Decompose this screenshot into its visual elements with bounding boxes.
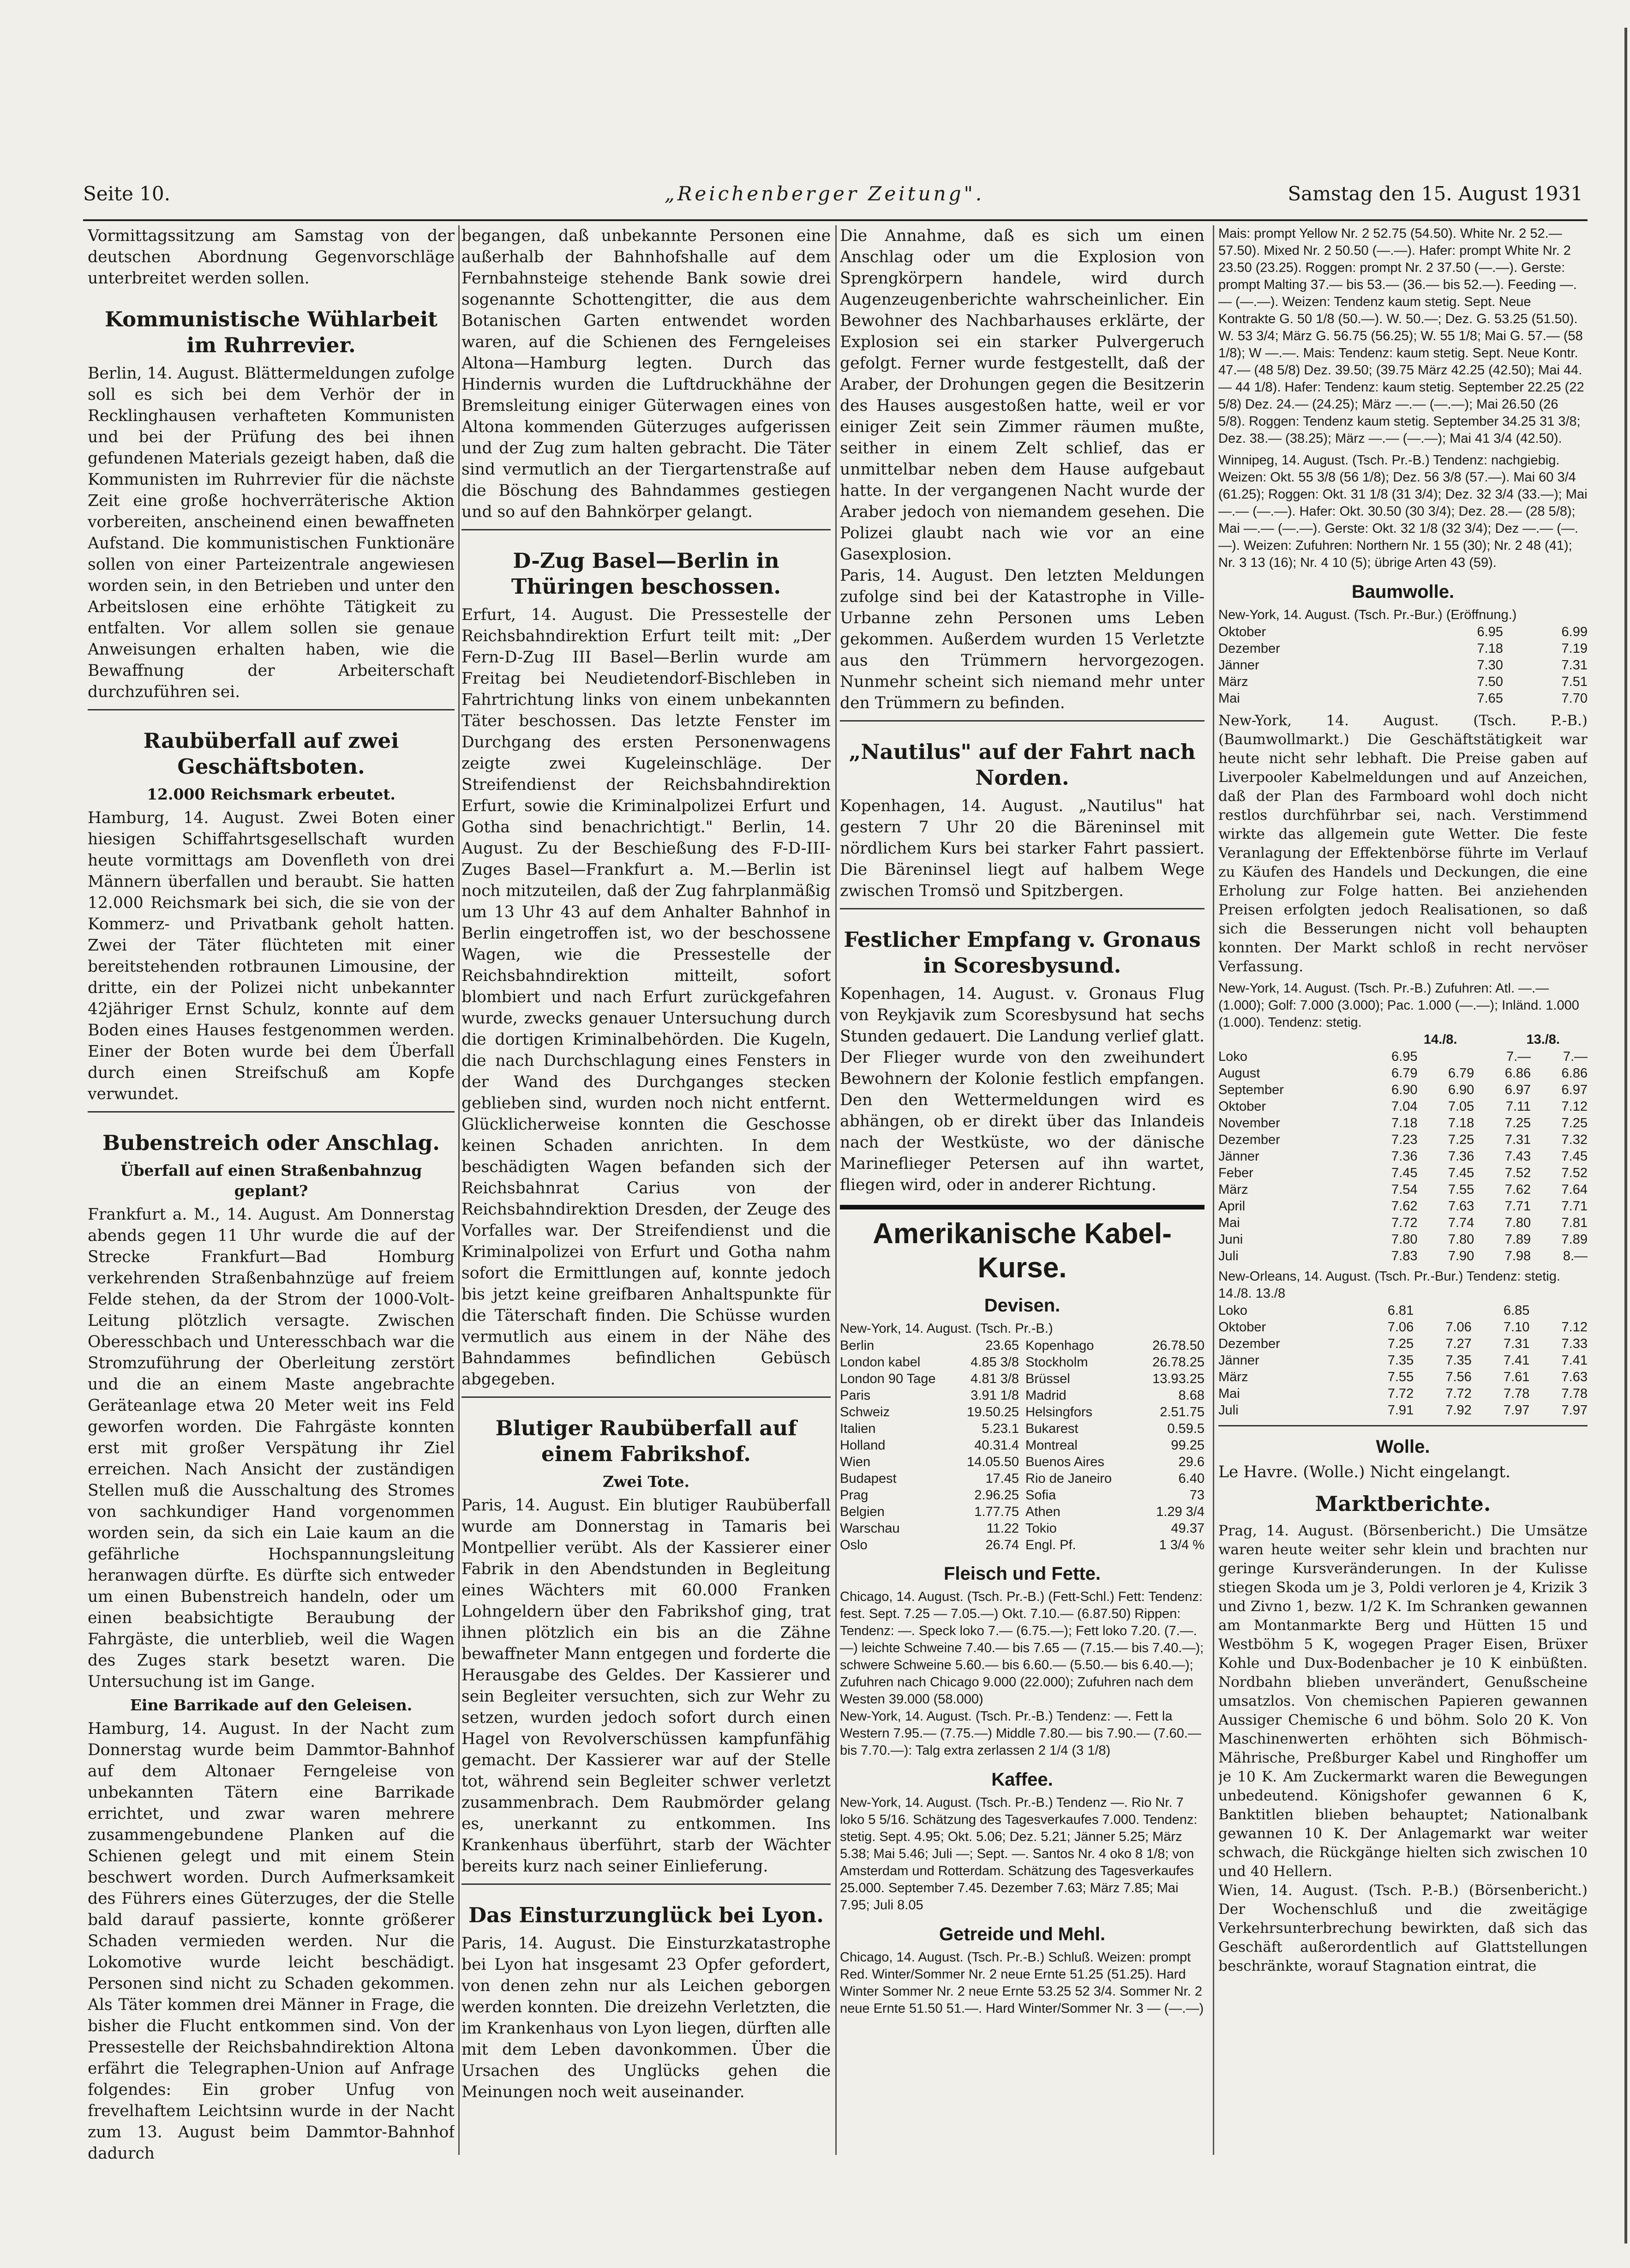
issue-date: Samstag den 15. August 1931 xyxy=(1288,182,1583,205)
row-value: 7.31 xyxy=(1561,658,1588,673)
section-kaffee: Kaffee. xyxy=(991,1769,1053,1790)
row-value: 7.63 xyxy=(1561,1370,1588,1384)
row-label: Dezember xyxy=(1218,1132,1280,1147)
row-value: 7.81 xyxy=(1561,1215,1588,1230)
baumwolle-row xyxy=(1218,674,1588,690)
baumwolle-row xyxy=(1218,1336,1588,1352)
row-label: Stockholm xyxy=(1025,1355,1088,1370)
devisen-row xyxy=(840,1404,1019,1420)
row-label: Athen xyxy=(1025,1504,1061,1519)
row-value: 6.90 xyxy=(1391,1083,1418,1097)
row-value: 7.71 xyxy=(1561,1199,1588,1214)
row-value: 7.25 xyxy=(1504,1116,1531,1131)
row-label: Sofia xyxy=(1025,1488,1056,1503)
row-value: 7.25 xyxy=(1387,1336,1414,1351)
row-value: 7.52 xyxy=(1561,1166,1588,1180)
section-getreide: Getreide und Mehl. xyxy=(939,1924,1106,1944)
row-value: 7.36 xyxy=(1448,1149,1474,1164)
article-body-barrikade: Hamburg, 14. August. In der Nacht zum Donnerstag wurde beim Dammtor-Bahnhof auf dem Altonaer Ferngeleise von unbekannten Tätern eine Barrikade errichtet, und zwar waren mehrere zusammengebundene Planken auf die Schienen gelegt und mit einem Stein beschwert worden. Durch Aufmerksamkeit des Führers eines Güterzuges, der die Stelle bald darauf passierte, konnte größerer Schaden vermieden werden. Nur die Lokomotive wurde leicht beschädigt. Personen sind nicht zu Schaden gekommen. Als Täter kommen drei Männer in Frage, die bisher die Flucht entkommen sind. Von der Pressestelle der Reichsbahndirektion Altona erfährt die Telegraphen-Union auf Anfrage folgendes: Ein grober Unfug von frevelhaftem Leichtsinn wurde in der Nacht zum 13. August beim Dammtor-Bahnhof dadurch xyxy=(88,1720,455,2163)
column-rule xyxy=(835,225,837,2155)
baumwolle-row xyxy=(1218,1352,1588,1369)
row-label: Tokio xyxy=(1025,1521,1057,1536)
row-label: März xyxy=(1218,674,1248,689)
row-value: 7.31 xyxy=(1503,1336,1530,1351)
devisen-row xyxy=(840,1520,1019,1537)
row-label: Juli xyxy=(1218,1249,1239,1263)
row-value: 7.41 xyxy=(1561,1353,1588,1368)
devisen-row xyxy=(840,1504,1019,1520)
row-value: 6.97 xyxy=(1504,1083,1531,1097)
baumwolle-row xyxy=(1218,1198,1588,1215)
row-value: 1.29 3/4 xyxy=(1156,1504,1205,1519)
article-body-raub: Hamburg, 14. August. Zwei Boten einer hiesigen Schiffahrtsgesellschaft wurden heute vormittags am Dovenfleth von drei Männern überfallen und beraubt. Sie hatten 12.000 Reichsmark bei sich, die sie von der Kommerz- und Privatbank geholt hatten. Zwei der Täter flüchteten mit einer bereitstehenden rotbraunen Limousine, der dritte, ein der Polizei nicht unbekannter 42jähriger Ernst Schulz, konnte auf dem Boden eines Hauses festgenommen werden. Einer der Boten wurde bei dem Überfall durch einen Streifschuß am Kopfe verwundet. xyxy=(88,809,455,1103)
row-value: 7.12 xyxy=(1561,1099,1588,1114)
divider xyxy=(1218,1425,1588,1426)
baumwolle-neworleans-line: New-Orleans, 14. August. (Tsch. Pr.-Bur.) Tendenz: stetig. 14./8. 13./8 xyxy=(1218,1269,1560,1301)
row-label: November xyxy=(1218,1116,1280,1131)
row-value: 3.91 1/8 xyxy=(971,1388,1019,1403)
baumwolle-row xyxy=(1218,1302,1588,1319)
col-head-14: 14./8. xyxy=(1423,1032,1457,1047)
devisen-row xyxy=(1025,1520,1205,1537)
row-label: März xyxy=(1218,1370,1248,1384)
row-value: 4.81 3/8 xyxy=(971,1372,1019,1386)
row-value: 6.99 xyxy=(1561,625,1588,639)
article-continuation: Vormittagssitzung am Samstag von der deutschen Abordnung Gegenvorschläge unterbreitet werden sollen. xyxy=(88,227,455,288)
devisen-row xyxy=(1025,1470,1205,1487)
row-label: Kopenhago xyxy=(1025,1338,1094,1353)
getreide-winnipeg: Winnipeg, 14. August. (Tsch. Pr.-B.) Tendenz: nachgiebig. Weizen: Okt. 55 3/8 (56 1/8); Dez. 56 3/8 (57.—). Mai 60 3/4 (61.25); Roggen: Okt. 31 1/8 (31 3/4); Dez. 32 3/4 (33.—); Mai —.— (—.—). Hafer: Okt. 30.50 (30 3/4); Dez. 28.— (28 5/8); Mai —.— (—.—). Gerste: Okt. 32 1/8 (32 3/4); Dez —.— (—.—). Weizen: Zufuhren: Northern Nr. 1 55 (30); Nr. 2 48 (41); Nr. 3 13 (16); Nr. 4 10 (5); übrige Arten 43 (59). xyxy=(1218,453,1588,570)
row-label: Loko xyxy=(1218,1049,1247,1064)
row-value: 7.98 xyxy=(1504,1249,1531,1263)
row-value: 40.31.4 xyxy=(974,1438,1019,1453)
devisen-row xyxy=(1025,1420,1205,1437)
baumwolle-dateline: New-York, 14. August. (Tsch. Pr.-Bur.) (Eröffnung.) xyxy=(1218,608,1517,622)
article-body-nautilus: Kopenhagen, 14. August. „Nautilus" hat gestern 7 Uhr 20 die Bäreninsel mit nördlichem Kurs bei starker Fahrt passiert. Die Bäreninsel liegt auf halbem Wege zwischen Tromsö und Spitzbergen. xyxy=(840,797,1205,900)
article-body-fabrikshof: Paris, 14. August. Ein blutiger Raubüberfall wurde am Donnerstag in Tamaris bei Montpellier verübt. Als der Kassierer einer Fabrik in den Abendstunden in Begleitung eines Wächters mit 60.000 Franken Lohngeldern über den Fabrikshof ging, trat ihnen plötzlich ein bis an die Zähne bewaffneter Mann entgegen und forderte die Herausgabe des Geldes. Der Kassierer und sein Begleiter versuchten, sich zur Wehr zu setzen, wurden jedoch sofort durch einen Hagel von Revolverschüssen kampfunfähig gemacht. Der Kassierer war auf der Stelle tot, während sein Begleiter schwer verletzt zusammenbrach. Dem Raubmörder gelang es, unerkannt zu entkommen. Ins Krankenhaus überführt, starb der Wächter bereits kurz nach seiner Einlieferung. xyxy=(461,1496,831,1876)
page-header xyxy=(83,182,1583,215)
column-2 xyxy=(461,225,831,2164)
article-body-villeurbanne: Paris, 14. August. Den letzten Meldungen zufolge sind bei der Katastrophe in Ville-Urbanne zehn Personen ums Leben gekommen. Außerdem wurden 15 Verletzte aus den Trümmern hervorgezogen. Nunmehr scheint sich niemand mehr unter den Trümmern zu befinden. xyxy=(840,566,1205,712)
marktbericht-wien: Wien, 14. August. (Tsch. P.-B.) (Börsenbericht.) Der Wochenschluß und die zweitägige Verkehrsunterbrechung bewirkten, daß sich das Geschäft außerordentlich auf Glattstellungen beschränkte, worauf Stagnation eintrat, die xyxy=(1218,1882,1588,1974)
row-label: Feber xyxy=(1218,1166,1253,1180)
row-value: 7.62 xyxy=(1504,1182,1531,1197)
devisen-row xyxy=(840,1420,1019,1437)
row-label: Budapest xyxy=(840,1471,897,1486)
row-value: 7.97 xyxy=(1503,1403,1530,1418)
row-value: 6.90 xyxy=(1448,1083,1474,1097)
row-value: 11.22 xyxy=(986,1521,1019,1536)
devisen-row xyxy=(1025,1354,1205,1371)
row-value: 7.30 xyxy=(1477,658,1503,673)
baumwolle-row xyxy=(1218,1082,1588,1098)
row-label: Dezember xyxy=(1218,1336,1280,1351)
row-value: 7.05 xyxy=(1448,1099,1474,1114)
row-label: Oktober xyxy=(1218,1099,1266,1114)
row-label: Jänner xyxy=(1218,1149,1259,1164)
column-rule xyxy=(1213,225,1214,2155)
devisen-row xyxy=(840,1454,1019,1470)
row-value: 7.25 xyxy=(1561,1116,1588,1131)
row-value: 8.— xyxy=(1563,1249,1588,1263)
row-value: 26.78.50 xyxy=(1152,1338,1205,1353)
baumwolle-row xyxy=(1218,690,1588,707)
headline-lyon: Das Einsturzunglück bei Lyon. xyxy=(468,1903,824,1927)
headline-fabrikshof: Blutiger Raubüberfall auf einem Fabrikshof. xyxy=(495,1416,797,1466)
row-value: 26.78.25 xyxy=(1152,1355,1205,1370)
row-label: London 90 Tage xyxy=(840,1372,936,1386)
row-value xyxy=(1529,1302,1588,1319)
row-value: 7.64 xyxy=(1561,1182,1588,1197)
column-1 xyxy=(88,225,455,2178)
devisen-row xyxy=(1025,1454,1205,1470)
subheadline-barrikade: Eine Barrikade auf den Geleisen. xyxy=(130,1696,413,1714)
row-value: 7.25 xyxy=(1448,1132,1474,1147)
row-value: 6.81 xyxy=(1387,1303,1414,1318)
row-value: 7.63 xyxy=(1448,1199,1474,1214)
baumwolle-row xyxy=(1218,1231,1588,1248)
header-rule xyxy=(83,219,1588,221)
row-label: London kabel xyxy=(840,1355,921,1370)
row-value: 7.43 xyxy=(1504,1149,1531,1164)
col-head-13: 13./8. xyxy=(1526,1032,1560,1047)
headline-dzug: D-Zug Basel—Berlin in Thüringen beschossen. xyxy=(511,548,781,599)
divider xyxy=(461,1396,831,1398)
row-value: 6.79 xyxy=(1391,1066,1418,1081)
devisen-dateline: New-York, 14. August. (Tsch. Pr.-B.) xyxy=(840,1321,1053,1336)
wolle-text: Le Havre. (Wolle.) Nicht eingelangt. xyxy=(1218,1463,1511,1481)
row-value: 99.25 xyxy=(1171,1438,1205,1453)
devisen-tables xyxy=(840,1337,1205,1553)
row-value: 23.65 xyxy=(985,1338,1019,1353)
row-value: 7.62 xyxy=(1391,1199,1418,1214)
devisen-row xyxy=(1025,1487,1205,1504)
row-value: 7.18 xyxy=(1477,641,1503,656)
row-value: 19.50.25 xyxy=(967,1405,1019,1420)
row-value: 7.50 xyxy=(1477,674,1503,689)
row-label: Schweiz xyxy=(840,1405,890,1420)
row-label: Bukarest xyxy=(1025,1421,1079,1436)
devisen-row xyxy=(1025,1404,1205,1420)
row-value: 6.95 xyxy=(1477,625,1503,639)
row-label: Mai xyxy=(1218,1215,1240,1230)
row-value: 6.86 xyxy=(1561,1066,1588,1081)
devisen-table-left xyxy=(840,1337,1019,1553)
row-value: 7.45 xyxy=(1448,1166,1474,1180)
row-value: 17.45 xyxy=(985,1471,1019,1486)
baumwolle-row xyxy=(1218,657,1588,674)
row-label: Buenos Aires xyxy=(1025,1455,1104,1469)
divider xyxy=(461,529,831,530)
devisen-table-right xyxy=(1025,1337,1205,1553)
row-value: 29.6 xyxy=(1178,1455,1205,1469)
row-label: Berlin xyxy=(840,1338,875,1353)
baumwolle-row xyxy=(1218,1181,1588,1198)
article-body-explosion: Die Annahme, daß es sich um einen Anschlag oder um die Explosion von Sprengkörpern handele, wird durch Augenzeugenberichte wahrscheinlicher. Ein Bewohner des Nachbarhauses erklärte, der Explosion sei ein starker Pulvergeruch gefolgt. Ferner wurde festgestellt, daß der Araber, der Drohungen gegen die Besitzerin des Hauses ausgestoßen hatte, weil er vor einiger Zeit sein Zimmer räumen mußte, seither in einem Zelt schlief, das er unmittelbar neben dem Hause aufgebaut hatte. In der vergangenen Nacht wurde der Araber jedoch von niemandem gesehen. Die Polizei glaubt nach wie vor an eine Gasexplosion. xyxy=(840,227,1205,564)
row-label: Jänner xyxy=(1218,1353,1259,1368)
row-value: 7.80 xyxy=(1504,1215,1531,1230)
row-value: 7.55 xyxy=(1448,1182,1474,1197)
page-number: Seite 10. xyxy=(83,182,170,205)
devisen-row xyxy=(840,1354,1019,1371)
devisen-row xyxy=(840,1437,1019,1454)
subheadline-raub: 12.000 Reichsmark erbeutet. xyxy=(147,785,396,803)
headline-raub: Raubüberfall auf zwei Geschäftsboten. xyxy=(143,728,399,779)
row-value: 49.37 xyxy=(1171,1521,1205,1536)
row-value: 7.— xyxy=(1506,1049,1531,1064)
devisen-row xyxy=(1025,1337,1205,1354)
headline-gronau: Festlicher Empfang v. Gronaus in Scoresbysund. xyxy=(844,927,1201,978)
fleisch-chicago: Chicago, 14. August. (Tsch. Pr.-B.) (Fett-Schl.) Fett: Tendenz: fest. Sept. 7.25 — 7.05.—) Okt. 7.10.— (6.87.50) Rippen: Tendenz: —. Speck loko 7.— (6.75.—); Fett loko 7.20. (7.—.—) leichte Schweine 7.40.— bis 7.65 — (7.15.— bis 7.40.—); schwere Schweine 5.60.— bis 6.60.— (5.50.— bis 6.40.—); Zufuhren nach Chicago 9.000 (22.000); Zufuhren nach dem Westen 39.000 (58.000) xyxy=(840,1589,1204,1707)
baumwolle-row xyxy=(1218,1402,1588,1419)
baumwolle-row xyxy=(1218,1115,1588,1131)
devisen-row xyxy=(1025,1537,1205,1553)
row-value: 1 3/4 % xyxy=(1159,1538,1205,1552)
devisen-row xyxy=(1025,1504,1205,1520)
row-value: 7.56 xyxy=(1445,1370,1472,1384)
kaffee-text: New-York, 14. August. (Tsch. Pr.-B.) Tendenz —. Rio Nr. 7 loko 5 5/16. Schätzung des Tagesverkaufes 7.000. Tendenz: stetig. Sept. 4.95; Okt. 5.06; Dez. 5.21; Jänner 5.25; März 5.38; Mai 5.46; Juli —; Sept. —. Santos Nr. 4 oko 8 1/8; von Amsterdam und Rotterdam. Schätzung des Tagesverkaufes 25.000. September 7.45. Dezember 7.63; März 7.85; Mai 7.95; Juli 8.05 xyxy=(840,1795,1198,1913)
row-value: 7.61 xyxy=(1503,1370,1530,1384)
row-value: 7.06 xyxy=(1445,1320,1472,1335)
baumwolle-row xyxy=(1218,1048,1588,1065)
baumwolle-eroeffnung-table xyxy=(1218,624,1588,707)
article-body-bubenstreich: Frankfurt a. M., 14. August. Am Donnerstag abends gegen 11 Uhr wurde die auf der Strecke Frankfurt—Bad Homburg verkehrenden Straßenbahnzüge auf freiem Felde stehen, da der Strom der 1000-Volt-Leitung plötzlich versagte. Zwischen Oberesschbach und Unteresschbach war die Stromzuführung der Oberleitung zerstört und die an einem Maste angebrachte Geräteanlage etwa 20 Meter weit ins Feld geworfen worden. Die Fahrgäste konnten erst mit großer Verspätung ihr Ziel erreichen. Nach Ansicht der zuständigen Stellen muß die Ausschaltung des Stromes von sachkundiger Hand vorgenommen worden sein, da sich ein Laie kaum an die gefährliche Hochspannungsleitung heranwagen dürfte. Es dürfte sich entweder um einen Bubenstreich handeln, oder um einen beabsichtigte Beraubung der Fahrgäste, die unterblieb, weil die Wagen des Zuges stark besetzt waren. Die Untersuchung ist im Gange. xyxy=(88,1205,455,1691)
row-value: 7.97 xyxy=(1561,1403,1588,1418)
divider xyxy=(461,1883,831,1885)
fleisch-newyork: New-York, 14. August. (Tsch. Pr.-B.) Tendenz: —. Fett la Western 7.95.— (7.75.—) Middle 7.80.— bis 7.90.— (7.60.— bis 7.70.—): Talg extra zerlassen 2 1/4 (3 1/8) xyxy=(840,1709,1201,1758)
subheadline-bubenstreich: Überfall auf einen Straßenbahnzug geplant? xyxy=(120,1161,422,1200)
row-value: 7.80 xyxy=(1448,1232,1474,1247)
row-label: Engl. Pf. xyxy=(1025,1538,1076,1552)
row-value: 5.23.1 xyxy=(982,1421,1019,1436)
baumwolle-neworleans-table xyxy=(1218,1302,1588,1419)
row-label: Jänner xyxy=(1218,658,1259,673)
row-value: 7.54 xyxy=(1391,1182,1418,1197)
baumwolle-row xyxy=(1218,1248,1588,1264)
row-label: Oslo xyxy=(840,1538,868,1552)
row-value: 7.78 xyxy=(1561,1386,1588,1401)
devisen-row xyxy=(1025,1437,1205,1454)
row-value: 7.74 xyxy=(1448,1215,1474,1230)
row-value: 7.91 xyxy=(1387,1403,1414,1418)
row-value: 7.11 xyxy=(1505,1099,1531,1114)
row-value: 6.79 xyxy=(1448,1066,1474,1081)
section-rule xyxy=(840,1205,1205,1209)
devisen-row xyxy=(840,1470,1019,1487)
baumwolle-row xyxy=(1218,1165,1588,1181)
column-4 xyxy=(1218,225,1588,2164)
row-label: Helsingfors xyxy=(1025,1405,1093,1420)
row-value: 7.51 xyxy=(1561,674,1588,689)
row-value: 7.41 xyxy=(1503,1353,1530,1368)
headline-ruhr: Kommunistische Wühlarbeit im Ruhrrevier. xyxy=(105,307,437,357)
row-label: März xyxy=(1218,1182,1248,1197)
row-value: 14.05.50 xyxy=(967,1455,1019,1469)
row-label: Mai xyxy=(1218,1386,1240,1401)
article-body-ruhr: Berlin, 14. August. Blättermeldungen zufolge soll es sich bei dem Verhör der in Recklinghausen verhafteten Kommunisten und bei der Prüfung des bei ihnen gefundenen Materials gezeigt haben, daß die Kommunisten im Ruhrrevier für die nächste Zeit eine große hochverräterische Aktion vorbereiten, anscheinend einen bewaffneten Aufstand. Die kommunistischen Funktionäre sollen von einer Parteizentrale angewiesen worden sein, in den Betrieben und unter den Arbeitslosen eine erhöhte Tätigkeit zu entfalten. Vor allem sollen sie genaue Anweisungen erhalten haben, wie die Bewaffnung der Arbeiterschaft durchzuführen sei. xyxy=(88,364,455,701)
row-value: 7.80 xyxy=(1391,1232,1418,1247)
row-value xyxy=(1417,1048,1474,1065)
row-label: August xyxy=(1218,1066,1260,1081)
row-label: Rio de Janeiro xyxy=(1025,1471,1112,1486)
baumwolle-row xyxy=(1218,640,1588,657)
devisen-row xyxy=(840,1487,1019,1504)
devisen-row xyxy=(840,1537,1019,1553)
row-value: 7.— xyxy=(1563,1049,1588,1064)
divider xyxy=(88,709,455,710)
article-body-lyon: Paris, 14. August. Die Einsturzkatastrophe bei Lyon hat insgesamt 23 Opfer gefordert, von denen zehn nur als Leichen geborgen werden konnten. Die dreizehn Verletzten, die im Krankenhaus von Lyon liegen, dürften alle mit dem Leben davonkommen. Über die Ursachen des Unglücks gehen die Meinungen noch weit auseinander. xyxy=(461,1934,831,2101)
row-label: April xyxy=(1218,1199,1246,1214)
row-value: 7.45 xyxy=(1391,1166,1418,1180)
row-value: 2.51.75 xyxy=(1160,1405,1205,1420)
row-label: Juni xyxy=(1218,1232,1243,1247)
row-value: 6.86 xyxy=(1504,1066,1531,1081)
row-value: 7.72 xyxy=(1391,1215,1418,1230)
article-body-barrikade-cont: begangen, daß unbekannte Personen eine außerhalb der Bahnhofshalle auf dem Fernbahnsteige stehende Bank sowie drei sogenannte Schottengitter, die aus dem Botanischen Garten entwendet worden waren, auf die Schienen des Ferngeleises Altona—Hamburg legten. Durch das Hindernis wurden die Luftdruckhähne der Bremsleitung einiger Güterwagen eines von Altona kommenden Güterzuges aufgerissen und der Zug zum halten gebracht. Die Täter sind vermutlich an der Tiergartenstraße auf die Böschung des Bahndammes gestiegen und so auf den Bahnkörper gelangt. xyxy=(461,227,831,521)
getreide-chicago: Chicago, 14. August. (Tsch. Pr.-B.) Schluß. Weizen: prompt Red. Winter/Sommer Nr. 2 neue Ernte 51.25 (51.25). Hard Winter Sommer Nr. 2 neue Ernte 53.25 52 3/4. Sommer Nr. 2 neue Ernte 51.50 51.—. Hard Winter/Sommer Nr. 3 — (—.—) xyxy=(840,1950,1204,2016)
row-value: 7.83 xyxy=(1391,1249,1418,1263)
row-value: 7.35 xyxy=(1445,1353,1472,1368)
row-value: 7.18 xyxy=(1391,1116,1418,1131)
row-value: 1.77.75 xyxy=(974,1504,1019,1519)
article-body-gronau: Kopenhagen, 14. August. v. Gronaus Flug von Reykjavik zum Scoresbysund hat sechs Stunden gedauert. Die Landung verlief glatt. Der Flieger wurde von den zweihundert Bewohnern der Kolonie festlich empfangen. Den den Wettermeldungen wird es abhängen, ob er direkt über das Inlandeis nach der Westküste, wo der dänische Marineflieger Petersen auf ihn wartet, fliegen wird, oder in anderer Richtung. xyxy=(840,985,1205,1194)
row-value: 7.45 xyxy=(1561,1149,1588,1164)
row-label: Loko xyxy=(1218,1303,1247,1318)
row-label: Oktober xyxy=(1218,625,1266,639)
row-value: 7.18 xyxy=(1448,1116,1474,1131)
row-value: 7.92 xyxy=(1445,1403,1472,1418)
baumwolle-row xyxy=(1218,1098,1588,1115)
column-rule xyxy=(458,225,460,2155)
row-value: 7.33 xyxy=(1561,1336,1588,1351)
baumwolle-row xyxy=(1218,1131,1588,1148)
headline-bubenstreich: Bubenstreich oder Anschlag. xyxy=(102,1131,440,1155)
row-label: Dezember xyxy=(1218,641,1280,656)
row-value: 6.40 xyxy=(1178,1471,1205,1486)
row-label: Oktober xyxy=(1218,1320,1266,1335)
baumwolle-row xyxy=(1218,1385,1588,1402)
row-value xyxy=(1414,1302,1472,1319)
row-label: Wien xyxy=(840,1455,871,1469)
row-value: 7.71 xyxy=(1504,1199,1531,1214)
row-label: Montreal xyxy=(1025,1438,1078,1453)
devisen-row xyxy=(1025,1371,1205,1387)
row-value: 7.65 xyxy=(1477,691,1503,706)
row-value: 0.59.5 xyxy=(1167,1421,1205,1436)
row-value: 7.10 xyxy=(1503,1320,1530,1335)
getreide-chicago-cont: Mais: prompt Yellow Nr. 2 52.75 (54.50). White Nr. 2 52.— 57.50). Mixed Nr. 2 50.50 (—.—). Hafer: prompt White Nr. 2 23.50 (23.25). Roggen: prompt Nr. 2 37.50 (—.—). Gerste: prompt Malting 37.— bis 53.— (36.— bis 52.—). Feeding —.— (—.—). Weizen: Tendenz kaum stetig. Sept. Neue Kontrakte G. 50 1/8 (50.—). W. 50.—; Dez. G. 53.25 (51.50). W. 53 3/4; März G. 56.75 (56.25); W. 55 1/8; Mai G. 57.— (58 1/8); W —.—. Mais: Tendenz: kaum stetig. Sept. Neue Kontr. 47.— (48 5/8) Dez. 39.50; (39.75 März 42.25 (42.50); Mai 44.— 44 1/8). Hafer: Tendenz: kaum stetig. September 22.25 (22 5/8) Dez. 24.— (24.25); März —.— (—.—); Mai 26.50 (26 5/8). Roggen: Tendenz kaum stetig. September 34.25 31 3/8; Dez. 38.— (38.25); März —.— (—.—); Mai 41 3/4 (42.50). xyxy=(1218,226,1584,446)
divider xyxy=(840,908,1205,909)
baumwolle-row xyxy=(1218,1065,1588,1082)
row-value: 7.52 xyxy=(1504,1166,1531,1180)
baumwolle-row xyxy=(1218,1369,1588,1385)
row-value: 7.12 xyxy=(1561,1320,1588,1335)
row-value: 7.36 xyxy=(1391,1149,1418,1164)
row-label: Belgien xyxy=(840,1504,885,1519)
article-body-dzug: Erfurt, 14. August. Die Pressestelle der Reichsbahndirektion Erfurt teilt mit: „Der Fern-D-Zug III Basel—Berlin wurde am Freitag bei Neudietendorf-Bischleben in Fahrtrichtung links von einem unbekannten Täter beschossen. Das letzte Fenster im Durchgang des ersten Personenwagens zeigte zwei Kugeleinschläge. Der Streifendienst der Reichsbahndirektion Erfurt, sowie die Kriminalpolizei Erfurt und Gotha sind benachrichtigt." Berlin, 14. August. Zu der Beschießung des F-D-III-Zuges Basel—Frankfurt a. M.—Berlin ist noch mitzuteilen, daß der Zug fahrplanmäßig um 13 Uhr 43 auf dem Anhalter Bahnhof in Berlin eingetroffen ist, wo der beschossene Wagen, wie die Pressestelle der Reichsbahndirektion mitteilt, sofort blombiert und nach Erfurt zurückgefahren wurde, zwecks genauer Untersuchung durch die dortigen Kriminalbehörden. Die Kugeln, die nach Durchschlagung eines Fensters in der Wand des Durchganges stecken geblieben sind, wurden noch nicht entfernt. Glücklicherweise konnten die Geschosse keinen Schaden anrichten. In dem beschädigten Wagen befanden sich der Reichsbahnrat Carius von der Reichsbahndirektion Dresden, der Zeuge des Vorfalles war. Der Streifendienst und die Kriminalpolizei von Erfurt und Gotha nahm sofort die Ermittlungen auf, konnte jedoch bis jetzt keine greifbaren Anhaltspunkte für die Täterschaft finden. Die Schüsse wurden vermutlich aus einem in der Nähe des Bahndammes befindlichen Gebüsch abgegeben. xyxy=(461,606,831,1389)
row-label: September xyxy=(1218,1083,1284,1097)
baumwolle-newyork-table xyxy=(1218,1048,1588,1264)
baumwolle-row xyxy=(1218,624,1588,640)
row-label: Prag xyxy=(840,1488,869,1503)
row-value: 4.85 3/8 xyxy=(971,1355,1019,1370)
row-value: 2.96.25 xyxy=(974,1488,1019,1503)
baumwolle-row xyxy=(1218,1215,1588,1231)
baumwolle-col-heads xyxy=(1218,1031,1588,1048)
baumwolle-row xyxy=(1218,1148,1588,1165)
banner-kabelkurse: Amerikanische Kabel-Kurse. xyxy=(873,1218,1172,1284)
row-value: 7.72 xyxy=(1387,1386,1414,1401)
row-value: 7.70 xyxy=(1561,691,1588,706)
devisen-row xyxy=(840,1371,1019,1387)
row-value: 7.55 xyxy=(1387,1370,1414,1384)
row-value: 6.97 xyxy=(1561,1083,1588,1097)
divider xyxy=(88,1111,455,1113)
divider xyxy=(840,720,1205,722)
newspaper-title: „Reichenberger Zeitung". xyxy=(665,182,985,205)
baumwolle-row xyxy=(1218,1319,1588,1336)
section-marktberichte: Marktberichte. xyxy=(1315,1492,1491,1516)
section-wolle: Wolle. xyxy=(1376,1437,1430,1457)
row-value: 7.89 xyxy=(1561,1232,1588,1247)
row-label: Mai xyxy=(1218,691,1240,706)
row-value: 7.27 xyxy=(1445,1336,1472,1351)
headline-nautilus: „Nautilus" auf der Fahrt nach Norden. xyxy=(849,740,1196,790)
row-value: 7.32 xyxy=(1561,1132,1588,1147)
row-value: 7.04 xyxy=(1391,1099,1418,1114)
row-label: Brüssel xyxy=(1025,1372,1070,1386)
baumwolle-bericht: New-York, 14. August. (Tsch. P.-B.) (Baumwollmarkt.) Die Geschäftstätigkeit war heute nicht sehr lebhaft. Die Preise gaben auf Liverpooler Kabelmeldungen und auf Anzeichen, daß der Plan des Farmboard wohl doch nicht restlos durchführbar sei, nach. Verstimmend wirkte das allgemein gute Wetter. Die feste Veranlagung der Effektenbörse führte im Verlauf zu Käufen des Handels und Deckungen, die eine Erholung zur Folge hatten. Bei anziehenden Preisen erfolgten jedoch Realisationen, so daß sich die Besserungen nicht voll behaupten konnten. Der Markt schloß in recht nervöser Verfassung. xyxy=(1218,712,1588,975)
row-value: 7.78 xyxy=(1503,1386,1530,1401)
row-value: 6.85 xyxy=(1503,1303,1530,1318)
section-baumwolle: Baumwolle. xyxy=(1351,582,1455,602)
column-3 xyxy=(840,225,1205,2164)
row-value: 7.06 xyxy=(1387,1320,1414,1335)
row-value: 7.31 xyxy=(1504,1132,1531,1147)
devisen-row xyxy=(1025,1387,1205,1404)
row-value: 6.95 xyxy=(1391,1049,1418,1064)
row-label: Juli xyxy=(1218,1403,1239,1418)
row-value: 7.72 xyxy=(1445,1386,1472,1401)
section-devisen: Devisen. xyxy=(984,1295,1061,1316)
devisen-row xyxy=(840,1337,1019,1354)
row-value: 7.90 xyxy=(1448,1249,1474,1263)
row-label: Italien xyxy=(840,1421,876,1436)
subheadline-fabrikshof: Zwei Tote. xyxy=(602,1473,690,1491)
marktbericht-prag: Prag, 14. August. (Börsenbericht.) Die Umsätze waren heute weiter sehr klein und brachten nur geringe Kursveränderungen. In der Kulisse stiegen Skoda um je 3, Poldi verloren je 4, Krizik 3 und Zivno 1, bezw. 1/2 K. Im Schranken gewannen am Montanmarkte Berg und Hütten 15 und Westböhm 5 K, wogegen Prager Eisen, Brüxer Kohle und Dux-Bodenbacher je 10 K einbüßten. Nordbahn blieben unverändert, Genußscheine umsatzlos. Von chemischen Papieren gewannen Aussiger Chemische 6 und böhm. Solo 20 K. Von Maschinenwerten erhöhten sich Böhmisch-Mährische, Preßburger Kabel und Ringhoffer um je 10 K. Am Zuckermarkt waren die Bewegungen unbedeutend. Königshofer gewannen 6 K, Banktitlen blieben behauptet; Nationalbank gewannen 10 K. Der Anlagemarkt war weiter schwach, die Rückgänge hielten sich zwischen 10 und 40 Hellern. xyxy=(1218,1522,1588,1880)
baumwolle-zufuhren: New-York, 14. August. (Tsch. Pr.-B.) Zufuhren: Atl. —.— (1.000); Golf: 7.000 (3.000); Pac. 1.000 (—.—); Inländ. 1.000 (1.000). Tendenz: stetig. xyxy=(1218,981,1579,1030)
row-value: 7.35 xyxy=(1387,1353,1414,1368)
row-label: Madrid xyxy=(1025,1388,1067,1403)
row-value: 13.93.25 xyxy=(1152,1372,1205,1386)
section-fleisch: Fleisch und Fette. xyxy=(943,1564,1101,1584)
row-value: 7.19 xyxy=(1561,641,1588,656)
row-label: Warschau xyxy=(840,1521,900,1536)
row-value: 7.23 xyxy=(1391,1132,1418,1147)
row-value: 73 xyxy=(1189,1488,1205,1503)
devisen-row xyxy=(840,1387,1019,1404)
row-value: 8.68 xyxy=(1178,1388,1205,1403)
row-label: Paris xyxy=(840,1388,871,1403)
row-value: 7.89 xyxy=(1504,1232,1531,1247)
row-value: 26.74 xyxy=(985,1538,1019,1552)
row-label: Holland xyxy=(840,1438,886,1453)
